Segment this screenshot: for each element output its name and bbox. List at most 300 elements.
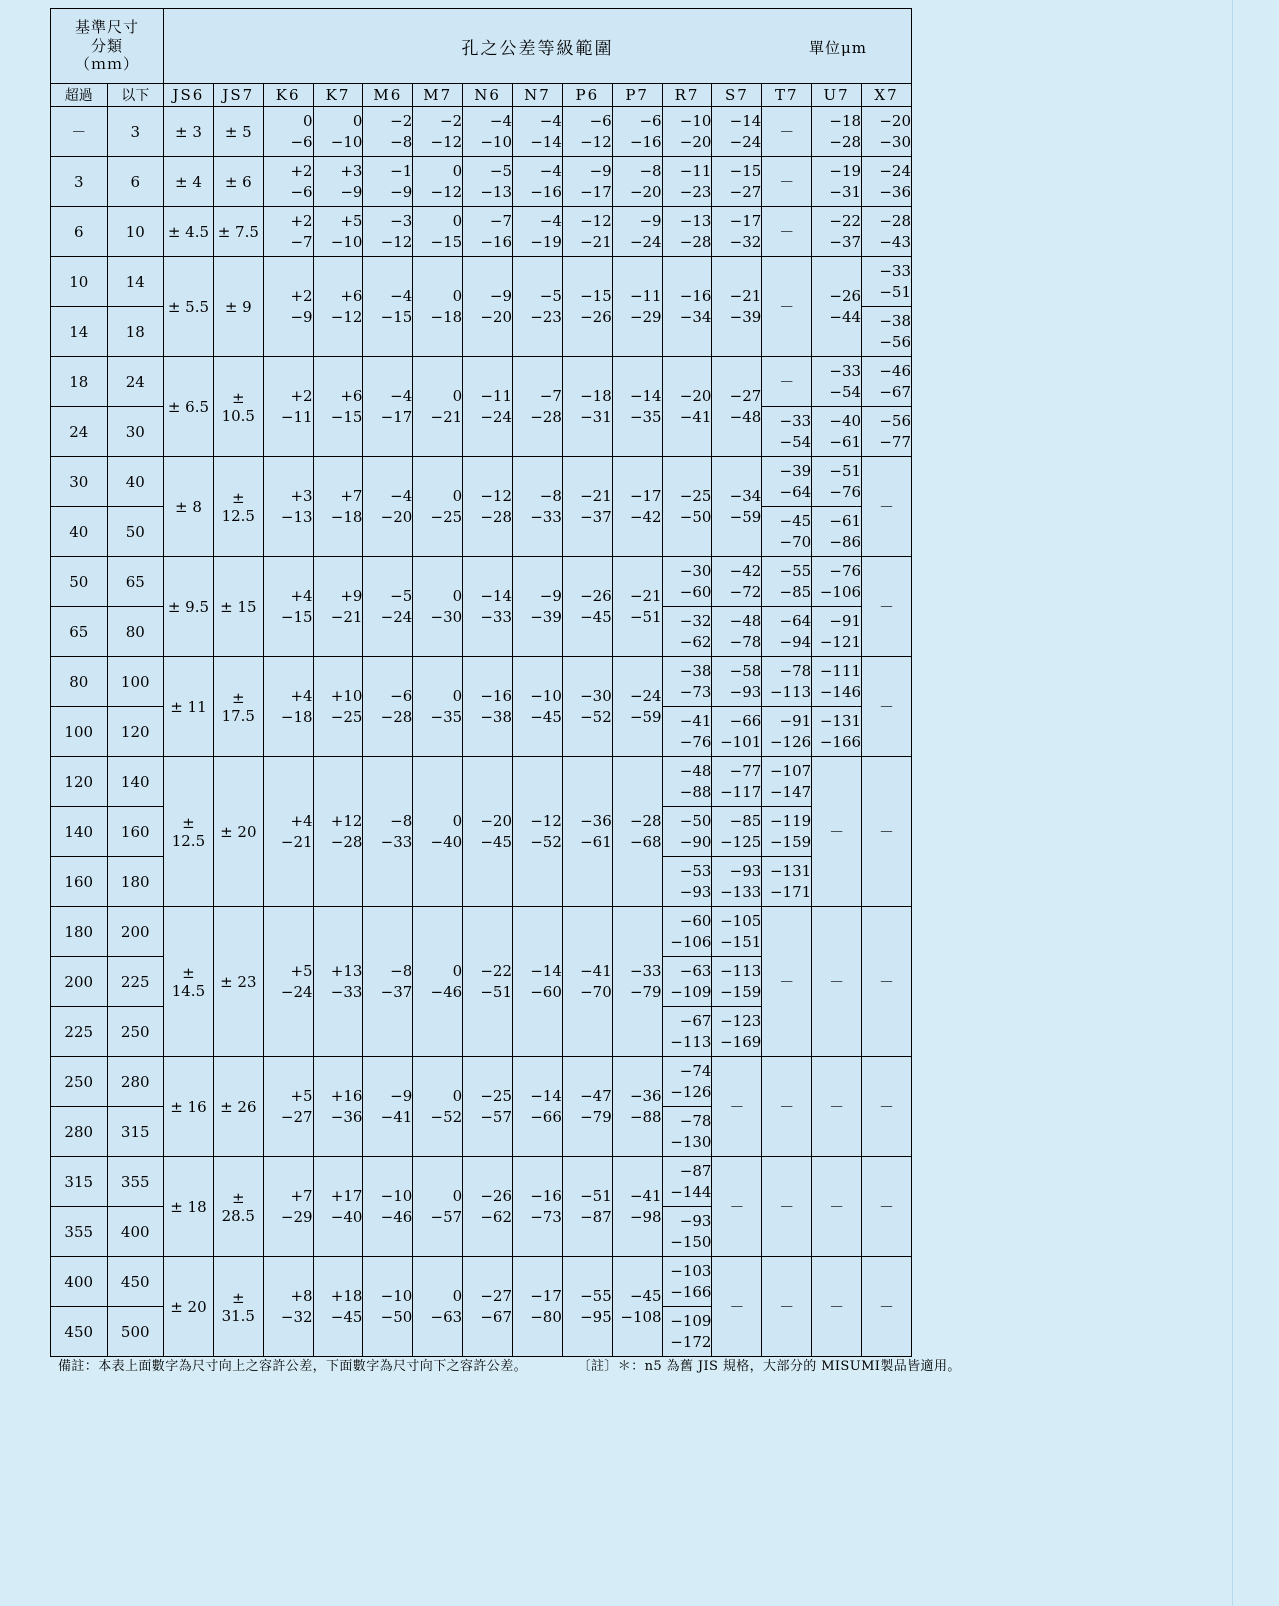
lower-deviation: −159 xyxy=(769,832,812,851)
upper-deviation: −11 xyxy=(480,387,513,406)
value-x7-dash: － xyxy=(862,557,912,657)
lower-deviation: −109 xyxy=(670,982,712,1001)
upper-deviation: −2 xyxy=(440,112,463,131)
lower-deviation: −101 xyxy=(720,732,762,751)
upper-deviation: −6 xyxy=(639,112,662,131)
value-k6 xyxy=(263,357,313,457)
lower-deviation: −29 xyxy=(280,1207,313,1226)
value-p6 xyxy=(562,207,612,257)
value-s7-dash: － xyxy=(712,1257,762,1357)
js-tolerance-js6: ± 5.5 xyxy=(164,257,214,357)
value-t7 xyxy=(762,707,812,757)
range-under: 10 xyxy=(107,207,164,257)
lower-deviation: −37 xyxy=(580,507,612,526)
upper-deviation: −42 xyxy=(729,562,762,581)
range-over: 100 xyxy=(51,707,108,757)
lower-deviation: −144 xyxy=(670,1182,712,1201)
value-m7 xyxy=(413,657,463,757)
lower-deviation: −150 xyxy=(670,1232,712,1251)
lower-deviation: −20 xyxy=(380,507,413,526)
upper-deviation: −20 xyxy=(480,812,513,831)
upper-deviation: −28 xyxy=(879,212,911,231)
value-m7 xyxy=(413,557,463,657)
value-p6 xyxy=(562,657,612,757)
table-head xyxy=(51,9,912,107)
lower-deviation: −38 xyxy=(480,707,513,726)
col-header-k7: K7 xyxy=(313,84,363,107)
upper-deviation: −7 xyxy=(489,212,513,231)
range-under: 315 xyxy=(107,1107,164,1157)
value-x7-dash: － xyxy=(862,657,912,757)
upper-deviation: −2 xyxy=(390,112,413,131)
lower-deviation: −15 xyxy=(330,407,363,426)
value-u7 xyxy=(812,507,862,557)
col-header-r7: R7 xyxy=(662,84,712,107)
lower-deviation: −30 xyxy=(430,607,463,626)
upper-deviation: −76 xyxy=(829,562,862,581)
js-tolerance-js6: ± 18 xyxy=(164,1157,214,1257)
value-r7 xyxy=(662,607,712,657)
upper-deviation: −131 xyxy=(769,862,812,881)
lower-deviation: −79 xyxy=(629,982,662,1001)
value-m6 xyxy=(363,457,413,557)
lower-deviation: −45 xyxy=(330,1307,363,1326)
upper-deviation: −9 xyxy=(489,287,513,306)
range-over: 160 xyxy=(51,857,108,907)
upper-deviation: −4 xyxy=(539,212,562,231)
lower-deviation: −78 xyxy=(729,632,762,651)
col-header-u7: U7 xyxy=(812,84,862,107)
upper-deviation: −28 xyxy=(629,812,662,831)
upper-deviation: −47 xyxy=(580,1087,612,1106)
lower-deviation: −59 xyxy=(729,507,762,526)
value-k6 xyxy=(263,257,313,357)
lower-deviation: −24 xyxy=(380,607,413,626)
page-title: 孔之公差等級範圍 xyxy=(461,38,614,59)
value-t7-dash: － xyxy=(762,1257,812,1357)
value-n6 xyxy=(463,257,513,357)
upper-deviation: −16 xyxy=(480,687,513,706)
range-under: 160 xyxy=(107,807,164,857)
value-u7 xyxy=(812,557,862,607)
table-row xyxy=(51,657,912,707)
upper-deviation: −50 xyxy=(679,812,712,831)
lower-deviation: −39 xyxy=(530,607,562,626)
lower-deviation: −147 xyxy=(769,782,812,801)
value-n6 xyxy=(463,357,513,457)
range-under: 200 xyxy=(107,907,164,957)
value-k6 xyxy=(263,207,313,257)
upper-deviation: −8 xyxy=(539,487,562,506)
lower-deviation: −56 xyxy=(879,332,911,351)
value-r7 xyxy=(662,257,712,357)
value-t7 xyxy=(762,657,812,707)
value-k6 xyxy=(263,1157,313,1257)
upper-deviation: −8 xyxy=(639,162,662,181)
range-over: 450 xyxy=(51,1307,108,1357)
lower-deviation: −10 xyxy=(480,132,513,151)
lower-deviation: −41 xyxy=(679,407,712,426)
js-tolerance-js6: ± 4.5 xyxy=(164,207,214,257)
upper-deviation: −45 xyxy=(779,512,812,531)
lower-deviation: −76 xyxy=(679,732,712,751)
page-right-margin xyxy=(1232,0,1279,1606)
js-tolerance-js6: ± 14.5 xyxy=(164,907,214,1057)
upper-deviation: −66 xyxy=(729,712,762,731)
lower-deviation: −8 xyxy=(390,132,413,151)
lower-deviation: −72 xyxy=(729,582,762,601)
lower-deviation: −67 xyxy=(480,1307,513,1326)
value-p7 xyxy=(612,457,662,557)
range-under: 250 xyxy=(107,1007,164,1057)
lower-deviation: −126 xyxy=(670,1082,712,1101)
header-row-columns xyxy=(51,84,912,107)
lower-deviation: −12 xyxy=(430,182,463,201)
upper-deviation: −9 xyxy=(390,1087,413,1106)
value-t7 xyxy=(762,557,812,607)
upper-deviation: 0 xyxy=(452,812,463,831)
value-r7 xyxy=(662,757,712,807)
value-p7 xyxy=(612,207,662,257)
col-header-m6: M6 xyxy=(363,84,413,107)
lower-deviation: −125 xyxy=(720,832,762,851)
value-k7 xyxy=(313,107,363,157)
size-class-line-2: 分類 xyxy=(90,36,123,55)
js-tolerance-js6: ± 9.5 xyxy=(164,557,214,657)
upper-deviation: +7 xyxy=(340,487,363,506)
upper-deviation: −41 xyxy=(629,1187,662,1206)
lower-deviation: −45 xyxy=(580,607,612,626)
value-k7 xyxy=(313,357,363,457)
value-n7 xyxy=(513,757,563,907)
value-n7 xyxy=(513,557,563,657)
upper-deviation: −53 xyxy=(679,862,712,881)
upper-deviation: −77 xyxy=(729,762,762,781)
upper-deviation: +12 xyxy=(330,812,363,831)
value-n7 xyxy=(513,257,563,357)
lower-deviation: −18 xyxy=(330,507,363,526)
lower-deviation: −51 xyxy=(879,282,911,301)
value-t7-dash: － xyxy=(762,357,812,407)
value-m7 xyxy=(413,1257,463,1357)
lower-deviation: −18 xyxy=(430,307,463,326)
col-header-k6: K6 xyxy=(263,84,313,107)
lower-deviation: −16 xyxy=(530,182,562,201)
upper-deviation: −111 xyxy=(819,662,862,681)
lower-deviation: −35 xyxy=(430,707,463,726)
upper-deviation: −46 xyxy=(879,362,911,381)
lower-deviation: −76 xyxy=(829,482,862,501)
value-p6 xyxy=(562,1157,612,1257)
upper-deviation: −63 xyxy=(679,962,712,981)
lower-deviation: −16 xyxy=(629,132,662,151)
value-x7-dash: － xyxy=(862,1057,912,1157)
lower-deviation: −54 xyxy=(829,382,862,401)
lower-deviation: −108 xyxy=(620,1307,662,1326)
value-k7 xyxy=(313,457,363,557)
upper-deviation: −113 xyxy=(720,962,762,981)
lower-deviation: −70 xyxy=(580,982,612,1001)
range-over: 140 xyxy=(51,807,108,857)
table-row xyxy=(51,357,912,407)
col-header-s7: S7 xyxy=(712,84,762,107)
value-u7 xyxy=(812,407,862,457)
table-row xyxy=(51,1057,912,1107)
range-over: 6 xyxy=(51,207,108,257)
upper-deviation: −20 xyxy=(879,112,911,131)
upper-deviation: −6 xyxy=(390,687,413,706)
upper-deviation: −4 xyxy=(539,162,562,181)
lower-deviation: −166 xyxy=(819,732,862,751)
lower-deviation: −28 xyxy=(480,507,513,526)
lower-deviation: −12 xyxy=(430,132,463,151)
upper-deviation: −64 xyxy=(779,612,812,631)
value-p6 xyxy=(562,907,612,1057)
lower-deviation: −25 xyxy=(330,707,363,726)
lower-deviation: −21 xyxy=(430,407,463,426)
value-k7 xyxy=(313,657,363,757)
value-x7-dash: － xyxy=(862,757,912,907)
lower-deviation: −23 xyxy=(530,307,562,326)
upper-deviation: +7 xyxy=(290,1187,313,1206)
upper-deviation: −33 xyxy=(779,412,812,431)
upper-deviation: −60 xyxy=(679,912,712,931)
lower-deviation: −93 xyxy=(679,882,712,901)
col-header-js7: JS7 xyxy=(213,84,263,107)
js-tolerance-js6: ± 12.5 xyxy=(164,757,214,907)
value-s7-dash: － xyxy=(712,1057,762,1157)
lower-deviation: −57 xyxy=(480,1107,513,1126)
value-n7 xyxy=(513,107,563,157)
range-under: 80 xyxy=(107,607,164,657)
lower-deviation: −30 xyxy=(879,132,911,151)
value-r7 xyxy=(662,157,712,207)
lower-deviation: −28 xyxy=(330,832,363,851)
upper-deviation: −18 xyxy=(580,387,612,406)
upper-deviation: −15 xyxy=(580,287,612,306)
lower-deviation: −28 xyxy=(530,407,562,426)
value-s7 xyxy=(712,257,762,357)
upper-deviation: −27 xyxy=(729,387,762,406)
col-header-t7: T7 xyxy=(762,84,812,107)
value-r7 xyxy=(662,557,712,607)
range-over: 40 xyxy=(51,507,108,557)
lower-deviation: −43 xyxy=(879,232,911,251)
upper-deviation: −32 xyxy=(679,612,712,631)
value-p6 xyxy=(562,357,612,457)
upper-deviation: −6 xyxy=(589,112,612,131)
value-n7 xyxy=(513,1157,563,1257)
lower-deviation: −33 xyxy=(530,507,562,526)
js-tolerance-js7: ± 15 xyxy=(213,557,263,657)
lower-deviation: −36 xyxy=(330,1107,363,1126)
upper-deviation: −14 xyxy=(530,1087,562,1106)
table-row xyxy=(51,757,912,807)
upper-deviation: −5 xyxy=(539,287,562,306)
value-m7 xyxy=(413,1057,463,1157)
upper-deviation: −41 xyxy=(679,712,712,731)
lower-deviation: −15 xyxy=(430,232,463,251)
upper-deviation: −14 xyxy=(729,112,762,131)
lower-deviation: −33 xyxy=(330,982,363,1001)
value-s7 xyxy=(712,1007,762,1057)
lower-deviation: −39 xyxy=(729,307,762,326)
upper-deviation: −119 xyxy=(769,812,812,831)
value-p6 xyxy=(562,157,612,207)
value-p7 xyxy=(612,357,662,457)
value-s7 xyxy=(712,807,762,857)
range-over: 355 xyxy=(51,1207,108,1257)
value-m7 xyxy=(413,357,463,457)
upper-deviation: +4 xyxy=(290,812,313,831)
lower-deviation: −66 xyxy=(530,1107,562,1126)
upper-deviation: −17 xyxy=(729,212,762,231)
range-under: 3 xyxy=(107,107,164,157)
upper-deviation: −58 xyxy=(729,662,762,681)
value-n7 xyxy=(513,157,563,207)
value-s7 xyxy=(712,607,762,657)
value-u7 xyxy=(812,457,862,507)
lower-deviation: −77 xyxy=(879,432,911,451)
value-s7 xyxy=(712,207,762,257)
upper-deviation: −30 xyxy=(580,687,612,706)
lower-deviation: −13 xyxy=(480,182,513,201)
upper-deviation: −41 xyxy=(580,962,612,981)
header-row-top xyxy=(51,9,912,84)
value-x7 xyxy=(862,257,912,307)
lower-deviation: −28 xyxy=(679,232,712,251)
lower-deviation: −88 xyxy=(629,1107,662,1126)
lower-deviation: −48 xyxy=(729,407,762,426)
js-tolerance-js7: ± 23 xyxy=(213,907,263,1057)
js-tolerance-js7: ± 6 xyxy=(213,157,263,207)
upper-deviation: 0 xyxy=(303,112,313,131)
value-m6 xyxy=(363,257,413,357)
value-n7 xyxy=(513,657,563,757)
value-p6 xyxy=(562,457,612,557)
upper-deviation: −107 xyxy=(769,762,812,781)
js-tolerance-js6: ± 11 xyxy=(164,657,214,757)
lower-deviation: −35 xyxy=(629,407,662,426)
lower-deviation: −33 xyxy=(480,607,513,626)
lower-deviation: −73 xyxy=(530,1207,562,1226)
value-p6 xyxy=(562,107,612,157)
table-row xyxy=(51,157,912,207)
col-header-m7: M7 xyxy=(413,84,463,107)
value-u7 xyxy=(812,257,862,357)
js-tolerance-js7: ± 5 xyxy=(213,107,263,157)
upper-deviation: −25 xyxy=(679,487,712,506)
lower-deviation: −60 xyxy=(530,982,562,1001)
upper-deviation: 0 xyxy=(452,287,463,306)
value-r7 xyxy=(662,1057,712,1107)
upper-deviation: −11 xyxy=(679,162,712,181)
col-header-n7: N7 xyxy=(513,84,563,107)
upper-deviation: −67 xyxy=(679,1012,712,1031)
range-over: 50 xyxy=(51,557,108,607)
upper-deviation: +5 xyxy=(290,962,313,981)
upper-deviation: −4 xyxy=(539,112,562,131)
lower-deviation: −31 xyxy=(829,182,862,201)
upper-deviation: −17 xyxy=(530,1287,562,1306)
upper-deviation: −105 xyxy=(720,912,762,931)
value-s7 xyxy=(712,157,762,207)
upper-deviation: −14 xyxy=(629,387,662,406)
lower-deviation: −79 xyxy=(580,1107,612,1126)
value-u7 xyxy=(812,357,862,407)
value-t7-dash: － xyxy=(762,157,812,207)
value-m7 xyxy=(413,457,463,557)
notes xyxy=(58,1355,1238,1374)
value-r7 xyxy=(662,1007,712,1057)
size-class-line-1: 基準尺寸 xyxy=(74,17,139,36)
value-k7 xyxy=(313,1257,363,1357)
js-tolerance-js7: ± 7.5 xyxy=(213,207,263,257)
upper-deviation: −9 xyxy=(589,162,612,181)
value-n6 xyxy=(463,657,513,757)
value-m7 xyxy=(413,907,463,1057)
value-k7 xyxy=(313,757,363,907)
lower-deviation: −113 xyxy=(670,1032,712,1051)
js-tolerance-js7: ± 31.5 xyxy=(213,1257,263,1357)
lower-deviation: −12 xyxy=(380,232,413,251)
value-t7 xyxy=(762,607,812,657)
lower-deviation: −20 xyxy=(629,182,662,201)
lower-deviation: −6 xyxy=(290,132,313,151)
range-under: 18 xyxy=(107,307,164,357)
range-under: 400 xyxy=(107,1207,164,1257)
lower-deviation: −9 xyxy=(390,182,413,201)
upper-deviation: −1 xyxy=(390,162,413,181)
value-r7 xyxy=(662,457,712,557)
lower-deviation: −46 xyxy=(380,1207,413,1226)
value-r7 xyxy=(662,107,712,157)
upper-deviation: −74 xyxy=(679,1062,712,1081)
lower-deviation: −95 xyxy=(580,1307,612,1326)
range-under: 14 xyxy=(107,257,164,307)
value-m7 xyxy=(413,207,463,257)
lower-deviation: −86 xyxy=(829,532,862,551)
value-m6 xyxy=(363,1257,413,1357)
value-p7 xyxy=(612,1257,662,1357)
col-header-under: 以下 xyxy=(107,84,164,107)
value-x7 xyxy=(862,357,912,407)
value-k6 xyxy=(263,1057,313,1157)
lower-deviation: −29 xyxy=(629,307,662,326)
value-r7 xyxy=(662,807,712,857)
value-p6 xyxy=(562,1057,612,1157)
lower-deviation: −9 xyxy=(340,182,363,201)
range-under: 65 xyxy=(107,557,164,607)
lower-deviation: −9 xyxy=(290,307,313,326)
value-t7 xyxy=(762,407,812,457)
lower-deviation: −7 xyxy=(290,232,313,251)
range-over: 250 xyxy=(51,1057,108,1107)
range-over: － xyxy=(51,107,108,157)
range-over: 24 xyxy=(51,407,108,457)
upper-deviation: −12 xyxy=(580,212,612,231)
value-x7-dash: － xyxy=(862,907,912,1057)
value-t7 xyxy=(762,757,812,807)
value-p6 xyxy=(562,557,612,657)
upper-deviation: 0 xyxy=(452,587,463,606)
range-under: 500 xyxy=(107,1307,164,1357)
col-header-js6: JS6 xyxy=(164,84,214,107)
lower-deviation: −40 xyxy=(330,1207,363,1226)
value-k7 xyxy=(313,557,363,657)
value-s7 xyxy=(712,107,762,157)
col-header-p6: P6 xyxy=(562,84,612,107)
